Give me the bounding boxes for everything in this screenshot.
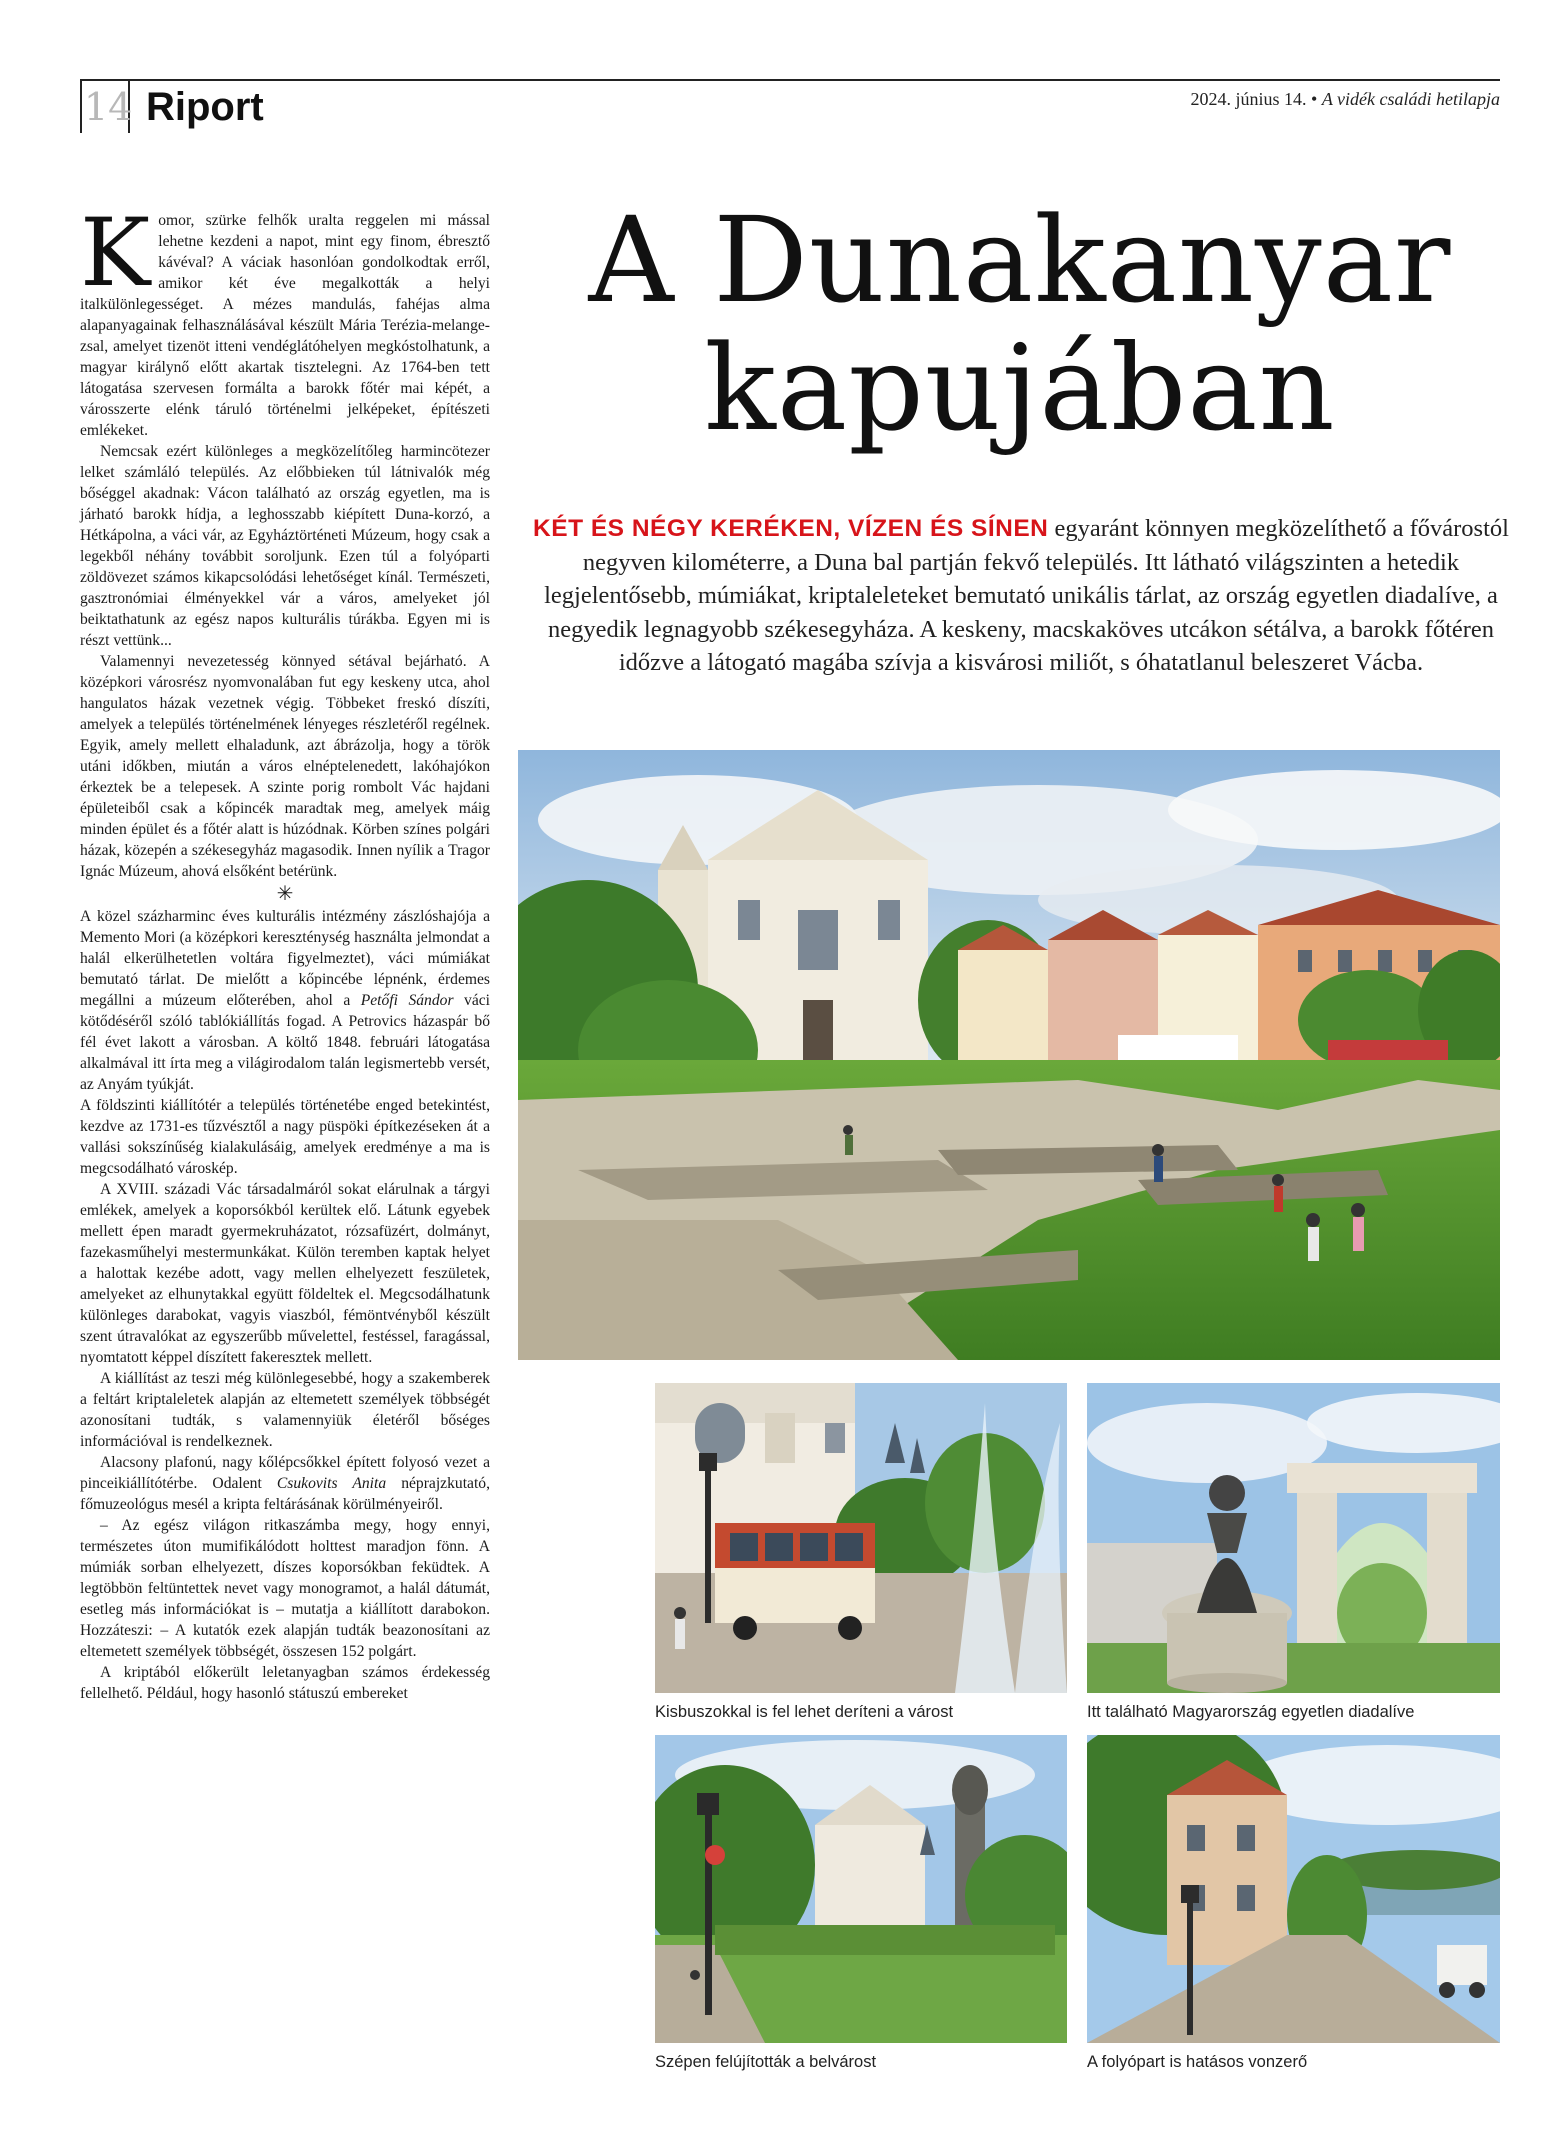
- photo-city-center-illustration: [655, 1735, 1067, 2043]
- paragraph-2: Nemcsak ezért különleges a megközelítőleg harmincötezer lelket számláló település. Az előbbieken túl látnivalók még bőséggel akadnak: Vácon található az ország egyetlen, ma is járható barokk hídja, a leghosszabb kiépített Duna-korzó, a Hétkápolna, a váci vár, az Egyháztörténeti Múzeum, hogy csak a legekből néhány továbbit soroljunk. Ezen túl a folyóparti zöldövezet számos kikapcsolódási lehetőséget kínál. Természeti, gasztronómiai élményekkel vár a város, amelyeket jól beiktathatunk az egész napos kulturális túrákba. Egyen mi is részt vettünk...: [80, 443, 490, 649]
- caption-minibus: Kisbuszokkal is fel lehet deríteni a várost: [655, 1703, 954, 1721]
- paragraph-5: A földszinti kiállítótér a település történetébe enged betekintést, kezdve az 1731-es tűzvésztől a nagy püspöki építkezéseken át a vallási sokszínűség kialakulásáig, amelyek eredménye a ma is megcsodálható városkép.: [80, 1097, 490, 1177]
- paragraph-1-text: omor, szürke felhők uralta reggelen mi mással lehetne kezdeni a napot, mint egy finom, ébresztő kávéval? A váciak hasonlóan gondolkodtak erről, amikor két éve megalkották a helyi italkülönlegességet. A mézes mandulás, fahéjas alma alapanyagainak felhasználásával készült Mária Terézia-melange-zsal, amelyet tizenöt itteni vendéglátóhelyen megkóstolhatunk, a magyar királynő előtt akartak tisztelegni. Az 1764-ben tett látogatása szervesen formálta a barokk főtér mai képét, a városszerte elénk táruló történelmi jelképeket, építészeti emlékeket.: [80, 212, 490, 439]
- paragraph-10: A kriptából előkerült leletanyagban számos érdekesség fellelhető. Például, hogy hasonló státuszú embereket: [80, 1664, 490, 1702]
- paragraph-8: [80, 1452, 490, 1515]
- photo-minibus-illustration: [655, 1383, 1067, 1693]
- paragraph-1: [80, 199, 490, 441]
- paragraph-9: – Az egész világon ritkaszámba megy, hogy ennyi, természetes úton mumifikálódott holttest maradjon fönn. A múmiák sorban elhelyezett, díszes koporsókban feküdtek. A legtöbbön feltüntettek nevet vagy monogramot, a halál dátumát, esetleg más információkat is – mutatja a kiállított darabokon. Hozzáteszi: – A kutatók ezek alapján tudták beazonosítani az eltemetett személyek többségét, összesen 152 polgárt.: [80, 1517, 490, 1660]
- photo-riverside-illustration: [1087, 1735, 1500, 2043]
- photo-minibus: [655, 1383, 1067, 1693]
- main-photo-square: [518, 750, 1500, 1360]
- section-label: Riport: [146, 85, 264, 129]
- photo-triumphal-arch-illustration: [1087, 1383, 1500, 1693]
- paragraph-4-text-a: A közel százharminc éves kulturális intézmény zászlóshajója a Memento Mori (a középkori kereszténység használta jelmondat a halál elkerülhetetlen voltára figyelmeztet), váci múmiákat bemutató tárlat. De mielőtt a kőpincébe lépnénk, érdemes megállni a múzeum előterében, ahol a: [80, 908, 490, 1009]
- issue-line: [1191, 89, 1500, 110]
- photo-city-center: [655, 1735, 1067, 2043]
- headline-line-2: kapujában: [704, 319, 1336, 457]
- paragraph-4-text-b: váci kötődéséről szóló tablókiállítás fogad. A Petrovics házaspár bő fél évet lakott a városban. A költő 1848. februári látogatása alkalmával itt írta meg a világirodalom talán legismertebb versét, az Anyám tyúkját.: [80, 992, 490, 1093]
- lead-kicker: KÉT ÉS NÉGY KERÉKEN, VÍZEN ÉS SÍNEN: [533, 515, 1049, 542]
- paragraph-4: [80, 906, 490, 1095]
- publication-name: A vidék családi hetilapja: [1321, 89, 1500, 109]
- paragraph-8-text-b: néprajzkutató, főmuzeológus mesél a kripta feltárásának körülményeiről.: [80, 1475, 490, 1513]
- bullet: •: [1311, 89, 1318, 109]
- paragraph-3: Valamennyi nevezetesség könnyed sétával bejárható. A középkori városrész nyomvonalában fut egy keskeny utca, ahol hangulatos házak vezetnek végig. Többeket freskó díszíti, amelyek a település történelmének lényeges részletéről regélnek. Egyik, amely mellett elhaladunk, azt ábrázolja, hogy a török utáni időkben, miután a város elnéptelenedett, lakóhajókon érkeztek be a telepesek. A szinte porig rombolt Vác hajdani épületeiből csak a kőpincék maradtak meg, amelyek máig minden épület és a főtér alatt is húzódnak. Körben színes polgári házak, közepén a székesegyház magasodik. Innen nyílik a Tragor Ignác Múzeum, ahová elsőként betérünk.: [80, 653, 490, 880]
- paragraph-7: A kiállítást az teszi még különlegesebbé, hogy a szakemberek a feltárt kriptaleletek alapján az eltemetett személyek többségét azonosítani tudták, s valamennyiük életéről bőséges információval is rendelkeznek.: [80, 1370, 490, 1450]
- headline-line-1: A Dunakanyar: [588, 191, 1452, 329]
- article-body: [80, 199, 490, 1704]
- main-photo-illustration: [518, 750, 1500, 1360]
- headline: [540, 191, 1500, 457]
- photo-riverside: [1087, 1735, 1500, 2043]
- paragraph-8-text-a: Alacsony plafonú, nagy kőlépcsőkkel épített folyosó vezet a pinceikiállítótérbe. Odalent: [80, 1454, 490, 1492]
- photo-triumphal-arch: [1087, 1383, 1500, 1693]
- paragraph-6: A XVIII. századi Vác társadalmáról sokat elárulnak a tárgyi emlékek, amelyek a koporsókból kerültek elő. Látunk egyebek mellett épen maradt gyermekruházatot, rózsafüzért, dolmányt, fazekasműhelyi mestermunkákat. Külön teremben kaptak helyet a halottak kezébe adott, vagy mellen elhelyezett feszületek, amelyeket az elhunytakkal együtt földeltek el. Megcsodálhatunk különleges darabokat, vagyis viaszból, fémöntvényből készült szent útravalókat az egyszerűbb művelettel, festéssel, faragással, nyomtatott képpel díszített fakeresztek mellett.: [80, 1181, 490, 1366]
- header-rule: [80, 79, 1500, 81]
- caption-riverside: A folyópart is hatásos vonzerő: [1087, 2053, 1308, 2071]
- issue-date: 2024. június 14.: [1190, 89, 1307, 109]
- lead-paragraph: [518, 512, 1524, 680]
- caption-city-center: Szépen felújították a belvárost: [655, 2053, 877, 2071]
- person-name-csukovits: Csukovits Anita: [276, 1475, 387, 1492]
- drop-cap: K: [80, 199, 151, 308]
- section-divider-star: ✳: [276, 883, 294, 905]
- page-number: 14: [84, 85, 133, 129]
- person-name-petofi: Petőfi Sándor: [360, 992, 454, 1009]
- caption-triumphal-arch: Itt található Magyarország egyetlen diadalíve: [1087, 1703, 1415, 1721]
- lead-text: egyaránt könnyen megközelíthető a fővárostól negyven kilométerre, a Duna bal partján fekvő település. Itt látható világszinten a hetedik legjelentősebb, múmiákat, kriptaleleteket bemutató unikális tárlat, az ország egyetlen diadalíve, a negyedik legnagyobb székesegyháza. A keskeny, macskaköves utcákon sétálva, a barokk főtéren időzve a látogató magába szívja a kisvárosi miliőt, s óhatatlanul beleszeret Vácba.: [544, 515, 1509, 676]
